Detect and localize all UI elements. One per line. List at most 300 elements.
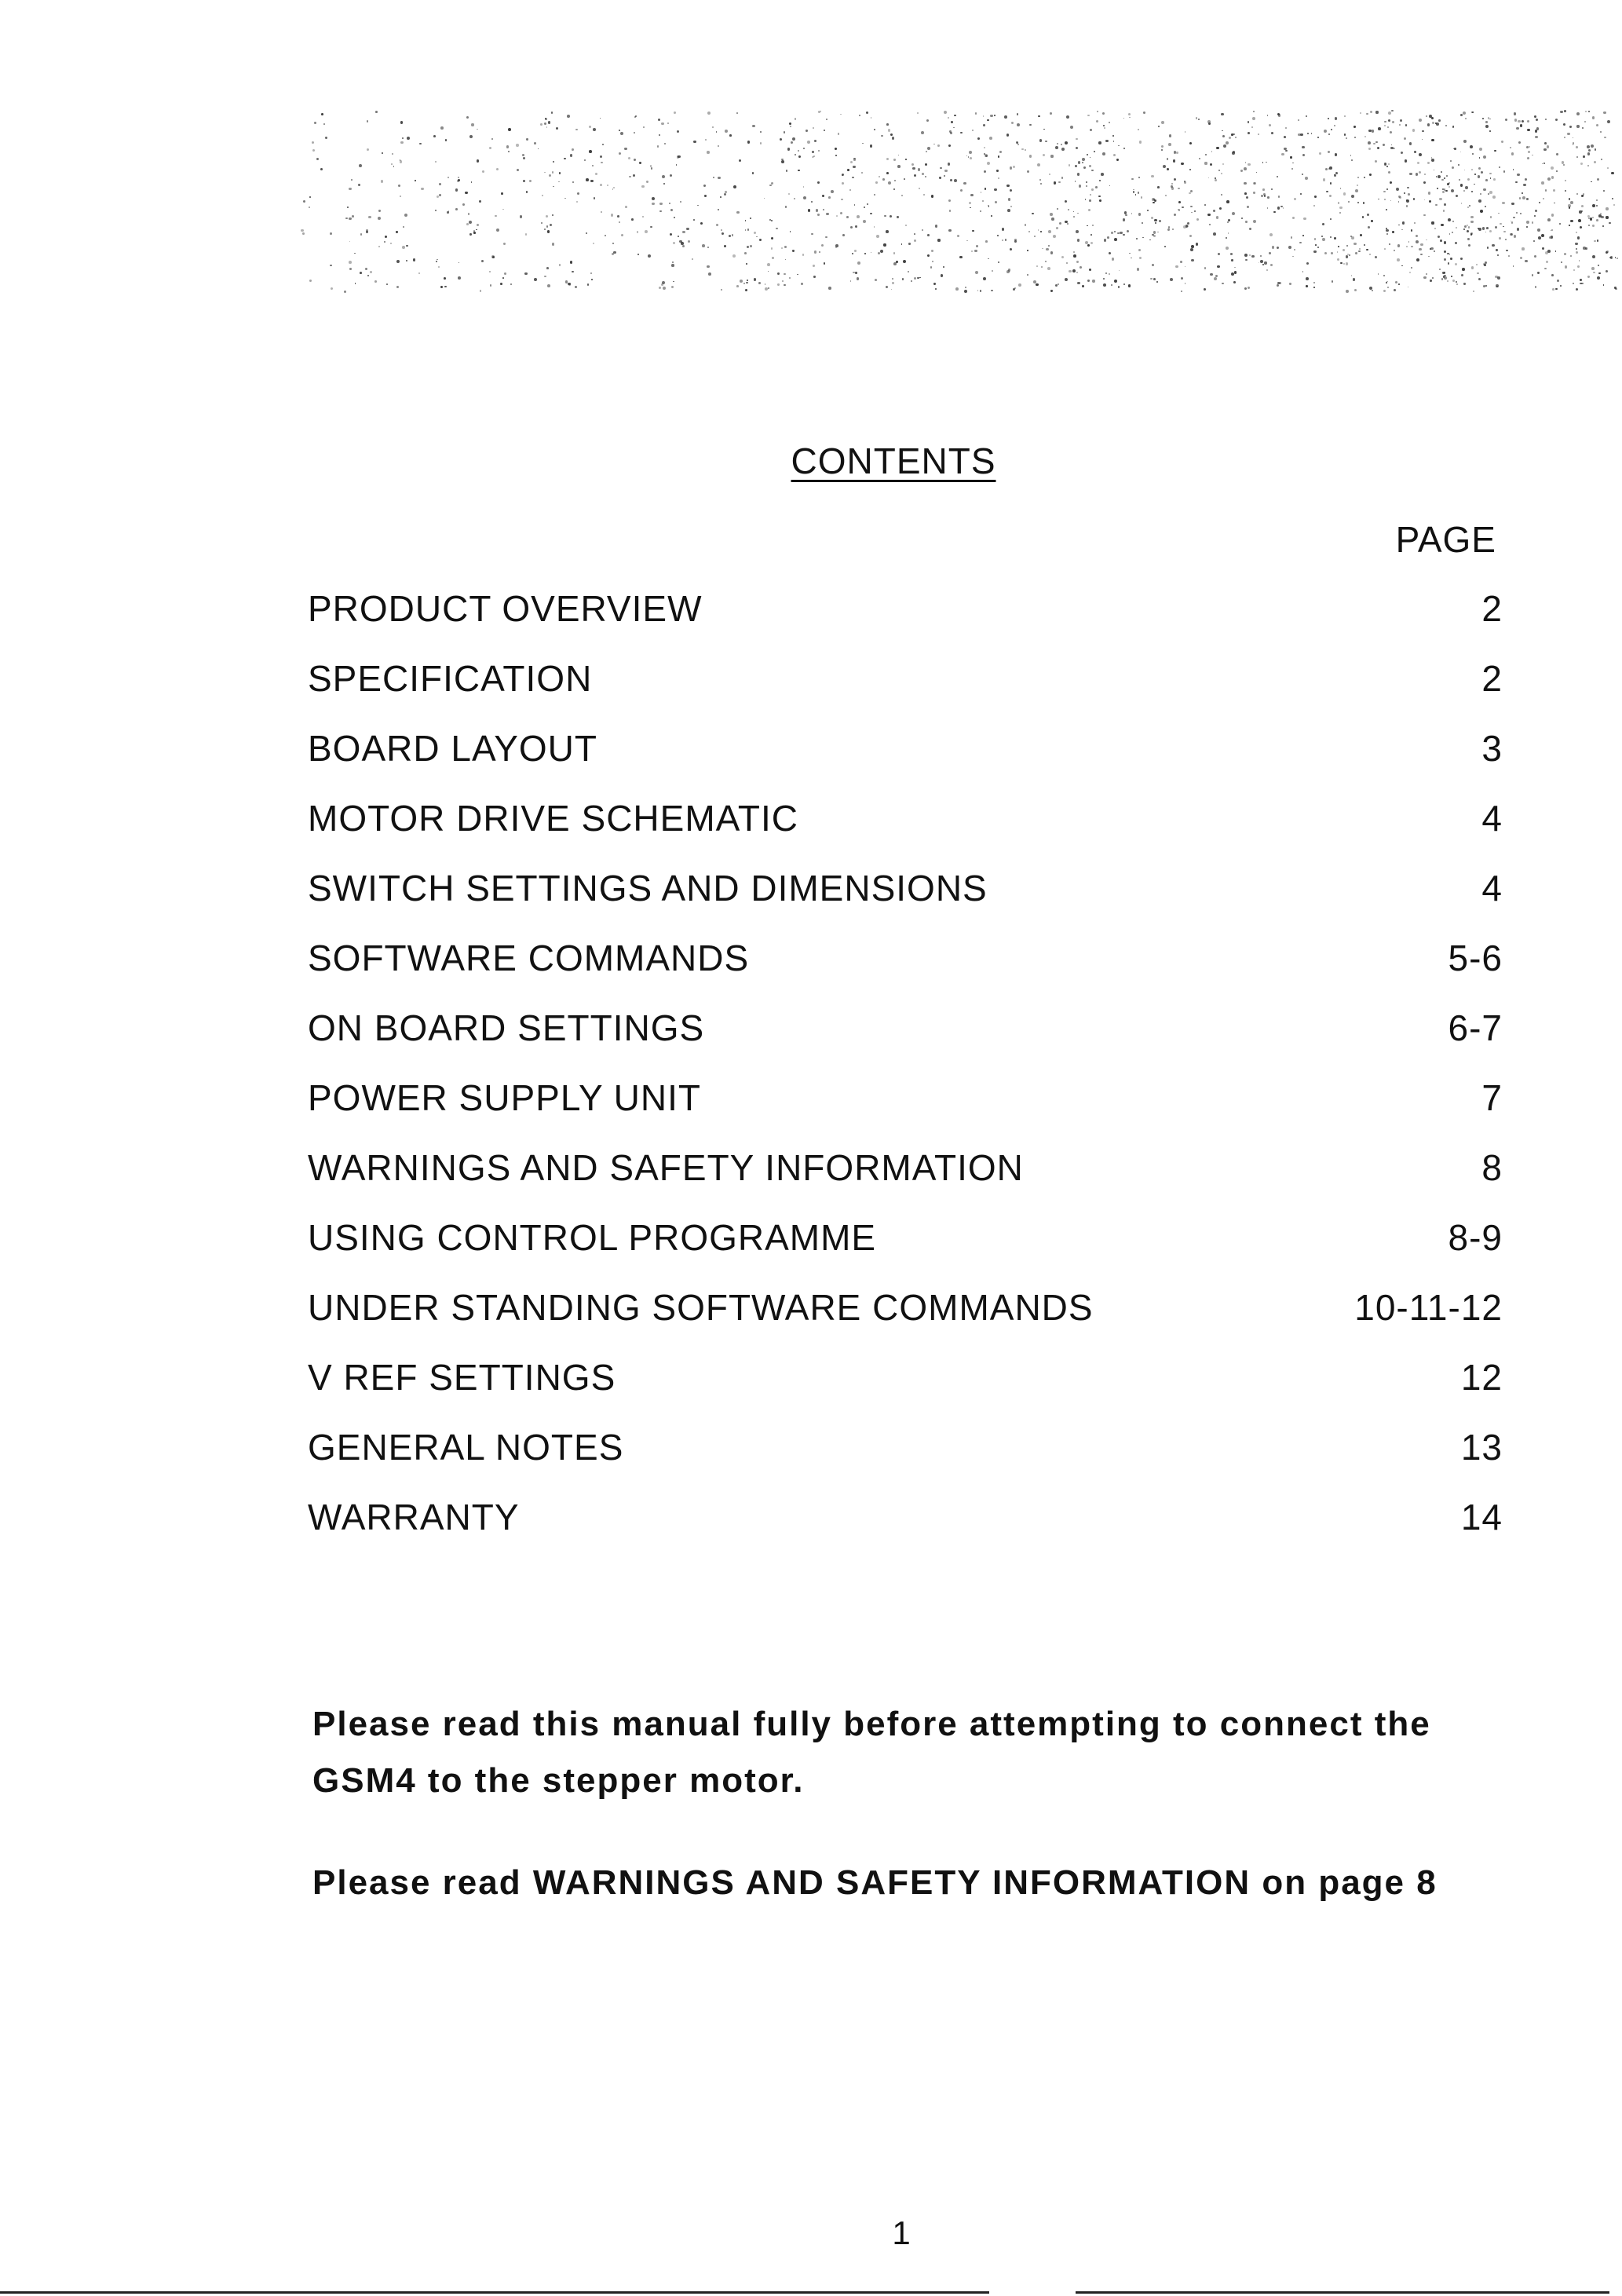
scan-speck	[864, 207, 865, 208]
scan-speck	[1161, 145, 1164, 148]
scan-speck	[455, 188, 458, 191]
scan-speck	[767, 263, 770, 266]
scan-speck	[1105, 140, 1109, 143]
scan-speck	[903, 260, 906, 263]
scan-speck	[724, 193, 726, 196]
scan-speck	[1451, 189, 1454, 192]
scan-speck	[1070, 126, 1073, 129]
scan-speck	[1553, 189, 1555, 192]
scan-speck	[546, 126, 548, 128]
scan-speck	[1006, 185, 1010, 188]
scan-speck	[1266, 269, 1268, 271]
scan-speck	[1392, 121, 1394, 123]
scan-speck	[1499, 166, 1500, 168]
scan-speck	[1591, 144, 1594, 148]
scan-speck	[1102, 112, 1105, 115]
scan-speck	[403, 226, 404, 228]
scan-speck	[1123, 283, 1125, 285]
scan-speck	[1543, 198, 1544, 199]
scan-speck	[1050, 112, 1052, 115]
scan-speck	[1142, 237, 1144, 239]
scan-speck	[1478, 167, 1481, 170]
scan-speck	[1264, 195, 1266, 196]
scan-speck	[1248, 163, 1251, 166]
scan-speck	[631, 218, 634, 221]
scan-speck	[1266, 162, 1267, 163]
scan-speck	[1027, 274, 1028, 276]
scan-speck	[1313, 282, 1315, 283]
scan-speck	[1183, 225, 1186, 229]
scan-speck	[813, 265, 815, 267]
scan-speck	[613, 187, 615, 188]
scan-speck	[918, 168, 920, 170]
scan-speck	[360, 233, 362, 235]
scan-speck	[1129, 253, 1131, 254]
scan-speck	[882, 178, 885, 181]
scan-speck	[1353, 243, 1357, 246]
scan-speck	[1529, 146, 1530, 148]
scan-speck	[490, 284, 492, 287]
scan-speck	[883, 243, 886, 246]
scan-speck	[1436, 176, 1438, 177]
scan-speck	[957, 235, 959, 237]
scan-speck	[1615, 257, 1617, 258]
scan-speck	[1596, 124, 1598, 126]
scan-speck	[1181, 163, 1184, 166]
scan-speck	[769, 219, 771, 221]
scan-speck	[1080, 266, 1082, 269]
scan-speck	[1485, 121, 1487, 122]
scan-speck	[1359, 248, 1361, 250]
scan-speck	[849, 189, 851, 191]
scan-speck	[707, 247, 709, 248]
scan-speck	[1564, 137, 1566, 139]
toc-entry-page: 7	[1481, 1077, 1503, 1118]
scan-speck	[1178, 210, 1181, 212]
scan-speck	[1329, 166, 1332, 170]
scan-speck	[937, 144, 940, 147]
scan-speck	[1587, 152, 1591, 155]
scan-speck	[1346, 262, 1349, 265]
scan-speck	[1431, 221, 1434, 224]
scan-speck	[724, 245, 726, 247]
scan-speck	[1025, 149, 1026, 151]
scan-speck	[1228, 232, 1229, 234]
scan-speck	[670, 233, 672, 236]
scan-speck	[842, 234, 845, 236]
scan-speck	[880, 250, 883, 253]
scan-speck	[1428, 192, 1430, 194]
scan-speck	[1391, 144, 1393, 146]
scan-speck	[1587, 165, 1589, 166]
scan-speck	[1055, 146, 1058, 149]
scan-speck	[847, 169, 849, 171]
scan-speck	[1587, 145, 1590, 148]
scan-speck	[526, 138, 528, 140]
scan-speck	[1601, 159, 1602, 160]
scan-speck	[1005, 239, 1006, 240]
scan-speck	[1570, 201, 1573, 204]
scan-speck	[659, 210, 661, 212]
scan-speck	[1306, 285, 1308, 287]
toc-entry-label: WARNINGS AND SAFETY INFORMATION	[308, 1147, 1024, 1188]
scan-speck	[1390, 181, 1392, 184]
scan-speck	[1408, 241, 1410, 243]
scan-speck	[1245, 162, 1247, 163]
scan-speck	[629, 176, 630, 177]
scan-speck	[1102, 152, 1105, 155]
scan-speck	[969, 202, 971, 204]
scan-speck	[1439, 198, 1442, 201]
scan-speck	[1580, 279, 1582, 281]
scan-speck	[1438, 119, 1441, 122]
scan-speck	[1584, 121, 1586, 122]
scan-speck	[876, 235, 879, 238]
scan-speck	[1244, 192, 1247, 195]
scan-speck	[504, 272, 506, 275]
scan-speck	[739, 159, 741, 162]
scan-speck	[375, 111, 378, 113]
scan-speck	[842, 174, 843, 176]
scan-speck	[1262, 264, 1264, 265]
scan-speck	[367, 275, 369, 276]
scan-speck	[925, 163, 927, 166]
scan-speck	[747, 280, 748, 281]
scan-speck	[1416, 173, 1418, 175]
scan-speck	[1598, 265, 1599, 266]
scan-speck	[612, 188, 614, 190]
scan-speck	[1503, 226, 1504, 228]
scan-speck	[433, 135, 436, 137]
scan-speck	[1444, 177, 1446, 180]
scan-speck	[506, 145, 510, 148]
scan-speck	[740, 280, 743, 283]
scan-speck	[1292, 163, 1294, 164]
scan-speck	[1370, 111, 1372, 113]
scan-speck	[736, 285, 739, 287]
scan-speck	[700, 222, 703, 225]
scan-speck	[678, 236, 679, 237]
scan-speck	[852, 177, 853, 178]
scan-speck	[951, 121, 953, 123]
scan-speck	[1069, 164, 1070, 166]
scan-speck	[1340, 262, 1343, 265]
scan-speck	[1150, 278, 1152, 280]
scan-speck	[1346, 255, 1348, 258]
scan-speck	[975, 271, 978, 274]
scan-speck	[1456, 195, 1458, 197]
scan-speck	[1164, 246, 1166, 247]
scan-speck	[1184, 181, 1187, 185]
scan-speck	[991, 290, 992, 291]
scan-speck	[1326, 191, 1328, 192]
scan-speck	[1482, 227, 1485, 229]
scan-speck	[1463, 140, 1467, 143]
scan-speck	[1190, 248, 1193, 251]
scan-speck	[1383, 275, 1385, 276]
scan-speck	[1441, 179, 1444, 181]
scan-speck	[402, 137, 404, 139]
scan-speck	[941, 274, 943, 276]
scan-speck	[859, 115, 860, 116]
scan-speck	[544, 122, 546, 125]
scan-speck	[1448, 262, 1450, 265]
scan-speck	[1346, 290, 1349, 293]
toc-entry-page: 6-7	[1448, 1007, 1503, 1048]
scan-speck	[998, 261, 999, 263]
scan-speck	[526, 191, 528, 193]
scan-speck	[831, 190, 834, 193]
scan-speck	[1325, 168, 1328, 170]
scan-speck	[1407, 187, 1409, 189]
scan-speck	[917, 112, 919, 114]
scan-speck	[321, 113, 323, 115]
scan-speck	[491, 138, 493, 140]
scan-speck	[455, 208, 458, 210]
scan-speck	[989, 137, 992, 140]
scan-speck	[1464, 170, 1466, 171]
scan-speck	[637, 231, 638, 232]
scan-speck	[1600, 213, 1602, 214]
scan-speck	[733, 185, 736, 188]
scan-speck	[1500, 223, 1502, 225]
scan-speck	[1411, 267, 1412, 269]
scan-speck	[1284, 136, 1286, 138]
scan-speck	[471, 123, 473, 126]
scan-speck	[320, 168, 323, 170]
scan-speck	[1490, 216, 1492, 218]
scan-speck	[1278, 196, 1280, 198]
scan-speck	[1436, 122, 1439, 126]
scan-speck	[917, 277, 919, 280]
scan-speck	[663, 287, 666, 290]
scan-speck	[1156, 281, 1158, 283]
scan-speck	[1180, 261, 1182, 263]
scan-speck	[1112, 135, 1114, 137]
scan-speck	[1029, 155, 1032, 158]
scan-speck	[398, 185, 400, 187]
scan-speck	[1384, 121, 1386, 123]
scan-speck	[634, 132, 635, 133]
scan-speck	[1109, 185, 1111, 187]
scan-speck	[517, 169, 519, 171]
scan-speck	[1157, 186, 1160, 188]
scan-speck	[1547, 218, 1551, 221]
scan-speck	[1516, 212, 1518, 214]
scan-speck	[1563, 123, 1565, 126]
scan-speck	[508, 151, 510, 152]
scan-speck	[391, 163, 393, 165]
scan-speck	[1244, 254, 1248, 257]
scan-speck	[673, 242, 676, 245]
scan-speck	[1246, 196, 1248, 199]
scan-speck	[823, 209, 824, 210]
scan-speck	[1547, 145, 1549, 148]
scan-speck	[787, 148, 791, 151]
scan-speck	[1087, 154, 1088, 155]
scan-speck	[619, 152, 621, 155]
scan-speck	[1233, 281, 1236, 283]
scan-speck	[1208, 122, 1211, 125]
scan-speck	[1244, 287, 1247, 290]
toc-row	[308, 657, 1503, 727]
scan-speck	[911, 280, 912, 282]
scan-speck	[785, 259, 787, 261]
scan-speck	[784, 246, 787, 248]
scan-speck	[525, 233, 527, 235]
scan-speck	[707, 265, 710, 269]
scan-speck	[1388, 112, 1391, 115]
scan-speck	[1008, 198, 1010, 200]
scan-speck	[1109, 252, 1111, 254]
scan-speck	[1556, 153, 1558, 155]
scan-speck	[548, 121, 551, 124]
scan-speck	[312, 149, 315, 152]
scan-speck	[984, 153, 985, 155]
scan-speck	[1372, 130, 1374, 132]
scan-speck	[1471, 112, 1473, 113]
scan-speck	[659, 203, 663, 206]
scan-speck	[1328, 151, 1330, 153]
scan-speck	[1471, 191, 1473, 192]
scan-speck	[1204, 267, 1207, 269]
scan-speck	[960, 132, 963, 134]
scan-speck	[643, 126, 645, 128]
scan-speck	[1066, 115, 1069, 119]
scan-speck	[1049, 174, 1050, 175]
scan-speck	[1355, 252, 1357, 254]
scan-speck	[1259, 262, 1260, 264]
scan-speck	[1583, 155, 1584, 157]
scan-speck	[1523, 184, 1526, 187]
scan-speck	[1435, 204, 1437, 206]
scan-speck	[933, 144, 935, 145]
scan-speck	[1167, 158, 1169, 160]
scan-speck	[508, 128, 511, 131]
scan-speck	[1430, 248, 1431, 250]
scan-speck	[954, 115, 956, 117]
scan-speck	[908, 271, 909, 272]
scan-speck	[344, 291, 346, 293]
scan-speck	[1099, 180, 1101, 181]
scan-speck	[1467, 207, 1470, 209]
scan-speck	[1367, 214, 1368, 215]
scan-speck	[552, 214, 553, 216]
scan-speck	[1577, 265, 1580, 268]
scan-speck	[1498, 213, 1500, 214]
scan-speck	[948, 117, 949, 119]
scan-speck	[1489, 230, 1492, 232]
scan-speck	[1426, 273, 1427, 275]
scan-speck	[556, 127, 558, 130]
scan-speck	[1560, 285, 1562, 287]
scan-speck	[1463, 112, 1466, 115]
scan-speck	[1426, 239, 1427, 241]
scan-speck	[1434, 170, 1435, 171]
scan-speck	[1408, 287, 1409, 288]
scan-speck	[1383, 290, 1386, 292]
scan-speck	[744, 252, 747, 254]
scan-speck	[1517, 174, 1520, 177]
scan-speck	[1152, 264, 1154, 266]
scan-speck	[1138, 192, 1139, 193]
scan-speck	[1597, 239, 1598, 241]
scan-speck	[1189, 142, 1192, 144]
scan-speck	[693, 219, 695, 221]
scan-speck	[1456, 283, 1458, 285]
scan-speck	[985, 240, 988, 243]
scan-speck	[1111, 284, 1112, 286]
scan-speck	[1537, 272, 1540, 274]
scan-speck	[888, 181, 891, 185]
toc-entry-page: 14	[1460, 1497, 1503, 1537]
toc-row	[308, 1216, 1503, 1286]
scan-speck	[477, 129, 478, 130]
scan-speck	[1328, 118, 1329, 119]
scan-speck	[1603, 112, 1606, 115]
scan-speck	[1545, 119, 1547, 120]
scan-speck	[670, 174, 673, 177]
toc-entry-label: UNDER STANDING SOFTWARE COMMANDS	[308, 1287, 1094, 1328]
scan-speck	[765, 283, 766, 285]
scan-speck	[1311, 133, 1313, 134]
scan-speck	[996, 170, 999, 172]
scan-speck	[601, 211, 602, 213]
scan-speck	[367, 120, 369, 122]
scan-speck	[1324, 252, 1327, 254]
scan-speck	[1302, 271, 1304, 272]
scan-speck	[1329, 195, 1332, 197]
scan-speck	[988, 258, 989, 260]
scan-speck	[1592, 255, 1595, 258]
scan-speck	[1427, 162, 1430, 164]
scan-speck	[650, 165, 652, 166]
scan-speck	[1495, 226, 1497, 229]
scan-speck	[594, 197, 596, 199]
scan-speck	[1007, 209, 1010, 212]
scan-speck	[970, 194, 973, 196]
scan-speck	[747, 229, 749, 230]
scan-speck	[1277, 247, 1279, 249]
scan-speck	[1444, 258, 1446, 261]
scan-speck	[1181, 291, 1182, 292]
toc-entry-label: USING CONTROL PROGRAMME	[308, 1217, 877, 1258]
scan-speck	[370, 271, 372, 273]
scan-speck	[1056, 227, 1058, 229]
scan-speck	[1075, 165, 1077, 167]
scan-speck	[381, 180, 383, 182]
scan-speck	[914, 174, 916, 177]
scan-speck	[1426, 115, 1427, 117]
scan-speck	[1387, 287, 1389, 288]
scan-speck	[821, 244, 824, 247]
scan-speck	[1109, 122, 1110, 123]
scan-speck	[1576, 232, 1577, 233]
scan-speck	[1485, 125, 1489, 128]
toc-entry-page: 4	[1481, 798, 1503, 839]
scan-speck	[771, 247, 773, 249]
scan-speck	[1386, 209, 1387, 210]
scan-speck	[897, 216, 898, 218]
scan-speck	[803, 186, 805, 188]
scan-speck	[1485, 232, 1487, 233]
scan-speck	[1053, 235, 1056, 238]
scan-speck	[781, 160, 784, 163]
scan-speck	[817, 214, 820, 216]
scan-speck	[1313, 287, 1315, 288]
scan-speck	[1271, 132, 1273, 134]
toc-entry-page: 8-9	[1448, 1217, 1503, 1258]
